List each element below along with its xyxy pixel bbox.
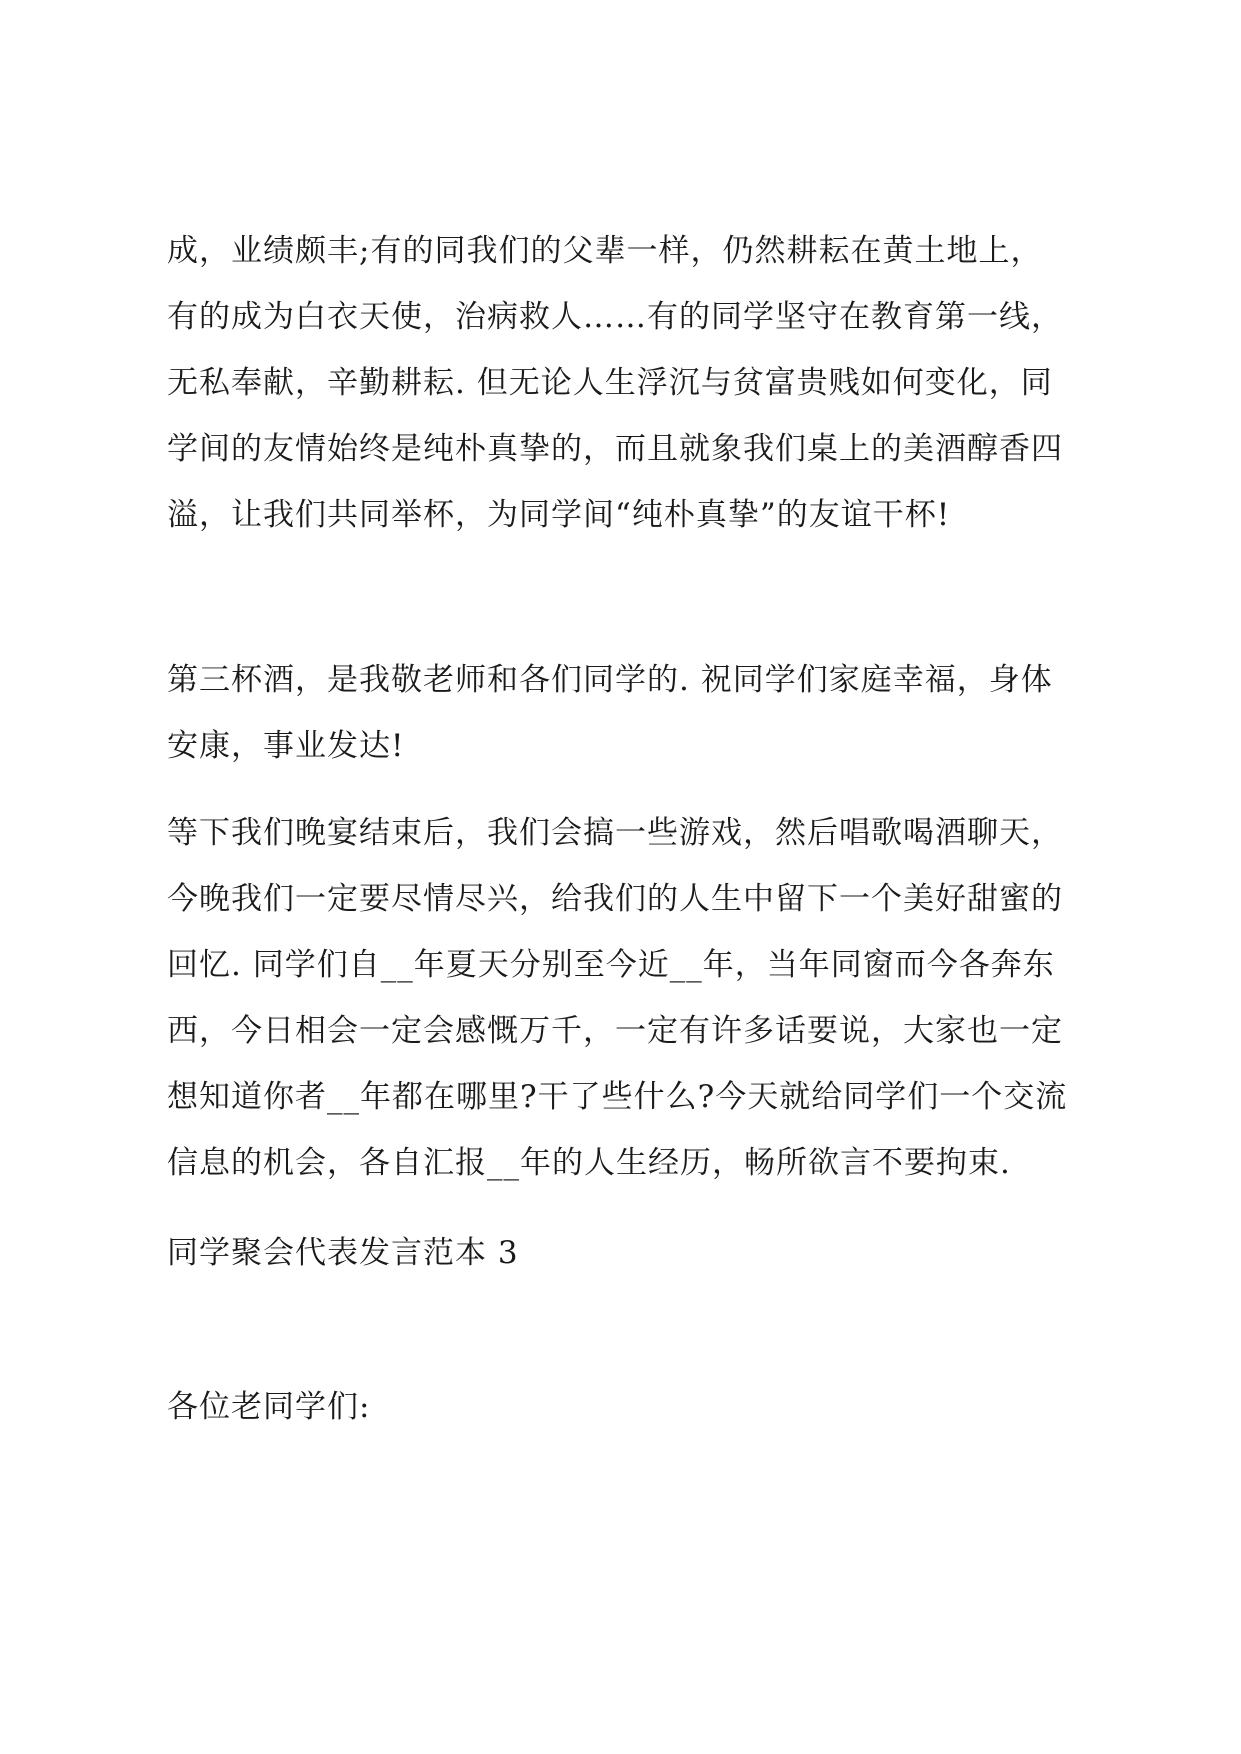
paragraph-after-banquet xyxy=(167,800,1107,1196)
section-heading: 同学聚会代表发言范本 3 xyxy=(167,1235,519,1271)
text-line: 无私奉献，辛勤耕耘. 但无论人生浮沉与贫富贵贱如何变化，同 xyxy=(167,365,1053,401)
text-line: 学间的友情始终是纯朴真挚的，而且就象我们桌上的美酒醇香四 xyxy=(167,431,1063,467)
text-line: 安康，事业发达! xyxy=(167,728,405,764)
text-line: 今晚我们一定要尽情尽兴，给我们的人生中留下一个美好甜蜜的 xyxy=(167,881,1063,917)
text-line: 有的成为白衣天使，治病救人……有的同学坚守在教育第一线， xyxy=(167,299,1063,335)
paragraph-toast-third xyxy=(167,647,1107,779)
text-line: 信息的机会，各自汇报__年的人生经历，畅所欲言不要拘束. xyxy=(167,1145,1011,1181)
text-line: 西，今日相会一定会感慨万千，一定有许多话要说，大家也一定 xyxy=(167,1013,1063,1049)
paragraph-toast-second xyxy=(167,218,1107,548)
greeting-line: 各位老同学们: xyxy=(167,1389,371,1425)
text-line: 等下我们晚宴结束后，我们会搞一些游戏，然后唱歌喝酒聊天， xyxy=(167,815,1063,851)
text-line: 溢，让我们共同举杯，为同学间“纯朴真挚”的友谊干杯! xyxy=(167,497,951,533)
text-line: 成，业绩颇丰;有的同我们的父辈一样，仍然耕耘在黄土地上， xyxy=(167,233,1043,269)
text-line: 回忆. 同学们自__年夏天分别至今近__年，当年同窗而今各奔东 xyxy=(167,947,1055,983)
text-line: 第三杯酒，是我敬老师和各们同学的. 祝同学们家庭幸福，身体 xyxy=(167,662,1053,698)
text-line: 想知道你者__年都在哪里?干了些什么?今天就给同学们一个交流 xyxy=(167,1079,1068,1115)
